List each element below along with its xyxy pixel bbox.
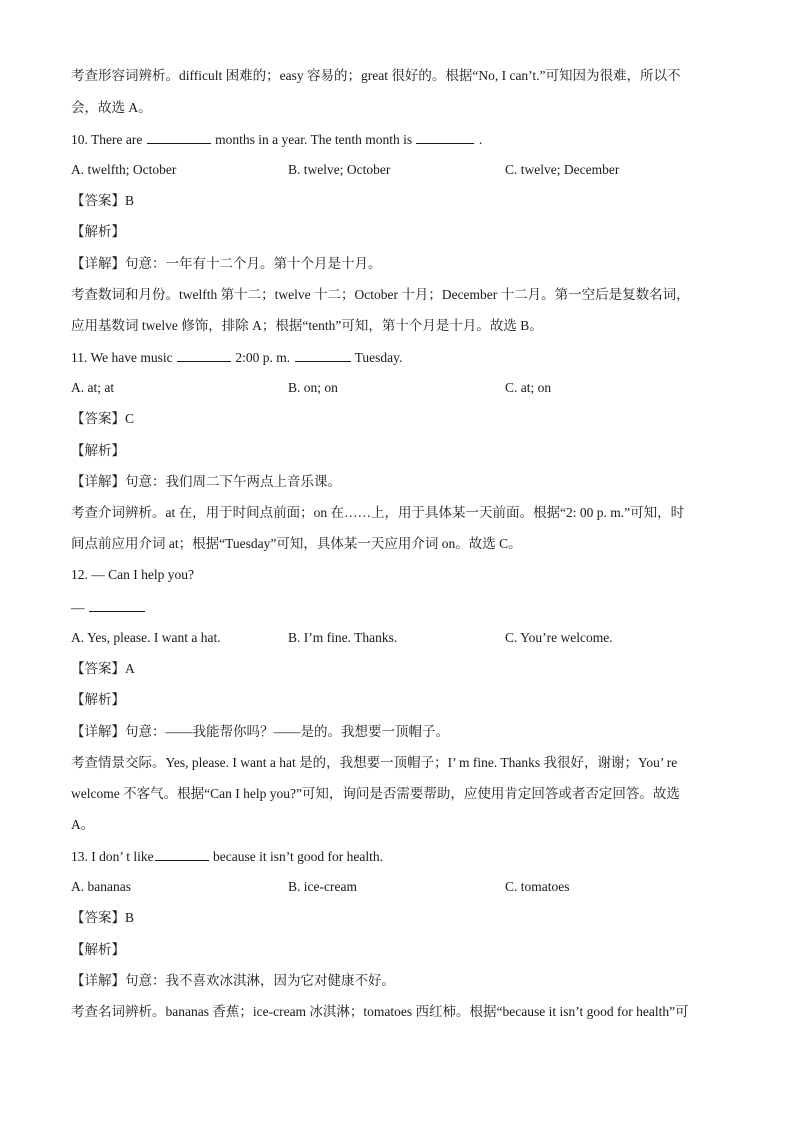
question-11-stem: 11. We have music 2:00 p. m. Tuesday.	[71, 347, 402, 368]
q12-analysis-heading: 【解析】	[71, 692, 125, 707]
q10-analysis-heading: 【解析】	[71, 224, 125, 239]
question-12-stem: 12. — Can I help you?	[71, 567, 194, 582]
q13-detail: 【详解】句意：我不喜欢冰淇淋，因为它对健康不好。	[71, 973, 395, 988]
q12-option-b: B. I’m fine. Thanks.	[288, 630, 398, 645]
q11-detail: 【详解】句意：我们周二下午两点上音乐课。	[71, 474, 341, 489]
answer-blank	[89, 597, 145, 612]
q12-explanation-line-3: A。	[71, 817, 95, 832]
answer-blank	[147, 129, 211, 144]
q12-detail: 【详解】句意：——我能帮你吗？——是的。我想要一顶帽子。	[71, 724, 449, 739]
q12-answer: 【答案】A	[71, 661, 135, 676]
answer-blank	[177, 347, 231, 362]
q12-explanation-line-1: 考查情景交际。Yes, please. I want a hat 是的，我想要一顶帽子；I’ m fine. Thanks 我很好，谢谢；You’ re	[71, 755, 678, 770]
q13-explanation-line-1: 考查名词辨析。bananas 香蕉；ice-cream 冰淇淋；tomatoes 西红柿。根据“because it isn’t good for health”可	[71, 1004, 689, 1019]
answer-blank	[416, 129, 474, 144]
question-12-reply: —	[71, 597, 146, 618]
q11-explanation-line-1: 考查介词辨析。at 在，用于时间点前面；on 在……上，用于具体某一天前面。根据“2: 00 p. m.”可知，时	[71, 505, 685, 520]
q12-explanation-line-2: welcome 不客气。根据“Can I help you?”可知，询问是否需要帮助，应使用肯定回答或者否定回答。故选	[71, 786, 680, 801]
q13-analysis-heading: 【解析】	[71, 942, 125, 957]
prev-explanation-line-1: 考查形容词辨析。difficult 困难的；easy 容易的；great 很好的。根据“No, I can’t.”可知因为很难，所以不	[71, 68, 681, 83]
q10-detail: 【详解】句意：一年有十二个月。第十个月是十月。	[71, 256, 382, 271]
q13-option-a: A. bananas	[71, 879, 131, 894]
q11-option-c: C. at; on	[505, 380, 552, 395]
q10-option-a: A. twelfth; October	[71, 162, 177, 177]
q10-option-b: B. twelve; October	[288, 162, 391, 177]
q13-option-b: B. ice-cream	[288, 879, 357, 894]
q10-explanation-line-1: 考查数词和月份。twelfth 第十二；twelve 十二；October 十月；December 十二月。第一空后是复数名词，	[71, 287, 690, 302]
question-10-stem: 10. There are months in a year. The tenth month is .	[71, 129, 482, 150]
prev-explanation-line-2: 会，故选 A。	[71, 100, 152, 115]
q13-option-c: C. tomatoes	[505, 879, 570, 894]
q10-answer: 【答案】B	[71, 193, 135, 208]
answer-blank	[295, 347, 351, 362]
q12-option-a: A. Yes, please. I want a hat.	[71, 630, 221, 645]
q12-option-c: C. You’re welcome.	[505, 630, 613, 645]
q11-explanation-line-2: 间点前应用介词 at；根据“Tuesday”可知，具体某一天应用介词 on。故选 C。	[71, 536, 522, 551]
answer-blank	[155, 846, 209, 861]
q10-option-c: C. twelve; December	[505, 162, 620, 177]
q11-analysis-heading: 【解析】	[71, 443, 125, 458]
q11-answer: 【答案】C	[71, 411, 135, 426]
q11-option-a: A. at; at	[71, 380, 115, 395]
q11-option-b: B. on; on	[288, 380, 338, 395]
question-13-stem: 13. I don’ t like because it isn’t good for health.	[71, 846, 383, 867]
q10-explanation-line-2: 应用基数词 twelve 修饰，排除 A；根据“tenth”可知，第十个月是十月。故选 B。	[71, 318, 543, 333]
q13-answer: 【答案】B	[71, 910, 135, 925]
